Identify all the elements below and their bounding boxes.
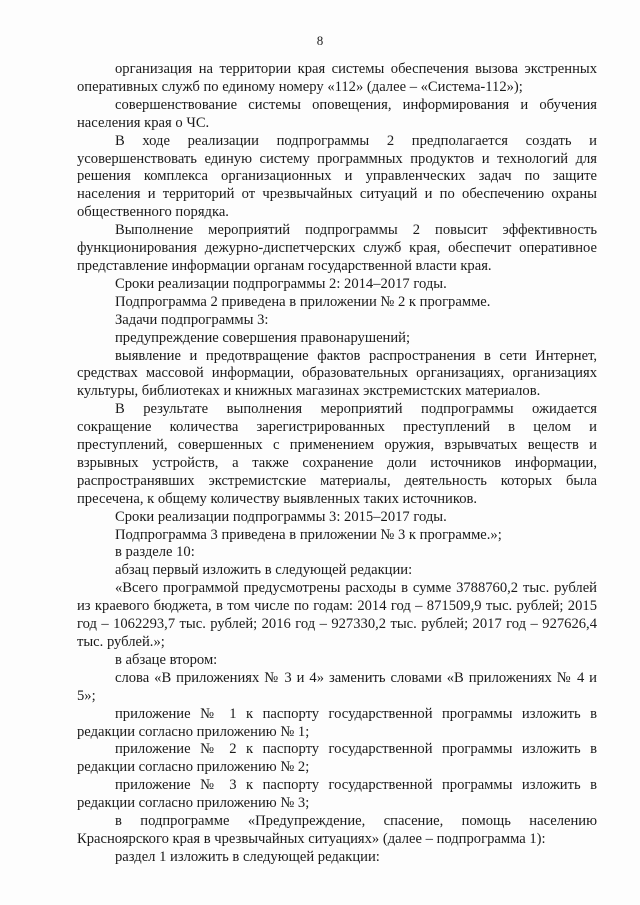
paragraph: приложение № 3 к паспорту государственной программы изложить в редакции согласно приложению № 3; <box>77 777 597 812</box>
paragraph: Сроки реализации подпрограммы 2: 2014–2017 годы. <box>115 275 447 292</box>
paragraph: раздел 1 изложить в следующей редакции: <box>115 848 380 865</box>
paragraph: выявление и предотвращение фактов распространения в сети Интернет, средствах массовой информации, образовательных организациях, организациях культуры, библиотеках и книжных магазинах экстремистских материалов. <box>77 347 597 400</box>
paragraph: в подпрограмме «Предупреждение, спасение, помощь населению Красноярского края в чрезвычайных ситуациях» (далее – подпрограмма 1): <box>77 813 597 847</box>
paragraph: слова «В приложениях № 3 и 4» заменить словами «В приложениях № 4 и 5»; <box>77 669 597 704</box>
paragraph: совершенствование системы оповещения, информирования и обучения населения края о ЧС. <box>77 96 597 131</box>
paragraph: в разделе 10: <box>115 544 195 561</box>
paragraph: в абзаце втором: <box>115 651 218 668</box>
page-number: 8 <box>316 33 324 48</box>
paragraph: Задачи подпрограммы 3: <box>115 311 269 328</box>
paragraph: организация на территории края системы обеспечения вызова экстренных оперативных служб по единому номеру «112» (далее – «Система-112»); <box>77 61 597 95</box>
paragraph: Сроки реализации подпрограммы 3: 2015–2017 годы. <box>115 508 447 525</box>
paragraph: В ходе реализации подпрограммы 2 предполагается создать и усовершенствовать единую систему программных продуктов и технологий для решения комплекса организационных и управленческих задач по защите населения и территорий от чрезвычайных ситуаций и по обеспечению охраны общественного порядка. <box>77 132 597 221</box>
document-body <box>77 61 597 867</box>
paragraph: приложение № 1 к паспорту государственной программы изложить в редакции согласно приложению № 1; <box>77 705 597 740</box>
paragraph: «Всего программой предусмотрены расходы в сумме 3788760,2 тыс. рублей из краевого бюджета, в том числе по годам: 2014 год – 871509,9 тыс. рублей; 2015 год – 1062293,7 тыс. рублей; 2016 год – 927330,2 тыс. рублей; 2017 год – 927626,4 тыс. рублей.»; <box>77 580 597 650</box>
paragraph: В результате выполнения мероприятий подпрограммы ожидается сокращение количества зарегистрированных преступлений в целом и преступлений, совершенных с применением оружия, взрывчатых веществ и взрывных устройств, а также сохранение доли источников информации, распространявших экстремистские материалы, деятельность которых была пресечена, к общему количеству выявленных таких источников. <box>77 401 597 507</box>
paragraph: Подпрограмма 3 приведена в приложении № 3 к программе.»; <box>115 526 502 543</box>
paragraph: предупреждение совершения правонарушений; <box>115 329 411 346</box>
paragraph: Подпрограмма 2 приведена в приложении № 2 к программе. <box>115 293 491 310</box>
paragraph: Выполнение мероприятий подпрограммы 2 повысит эффективность функционирования дежурно-диспетчерских служб края, обеспечит оперативное представление информации органам государственной власти края. <box>77 222 597 274</box>
paragraph: приложение № 2 к паспорту государственной программы изложить в редакции согласно приложению № 2; <box>77 741 597 776</box>
paragraph: абзац первый изложить в следующей редакции: <box>115 562 413 579</box>
